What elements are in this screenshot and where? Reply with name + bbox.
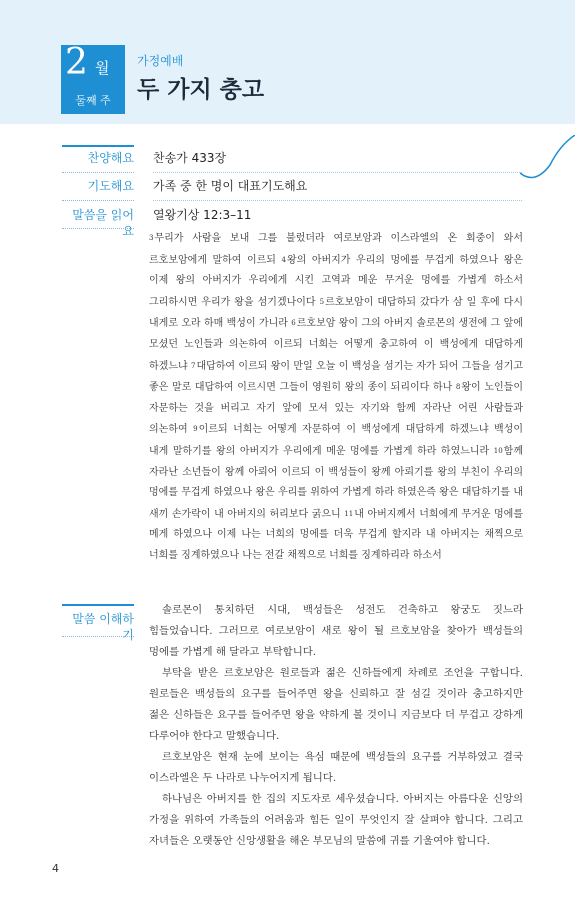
understanding-paragraph: 하나님은 아버지를 한 집의 지도자로 세우셨습니다. 아버지는 아름다운 신앙의 가정을 위하여 가족들의 어려움과 힘든 일이 무엇인지 잘 살펴야 합니다. 그리고 자녀들은 오랫동안 신앙생활을 해온 부모님의 말씀에 귀를 기울여야 합니다. [149,793,523,847]
verse-text: 이르되 너희는 어떻게 자문하여 이 백성에게 대답하게 하겠느냐 백성이 내게 말하기를 왕의 아버지가 우리에게 메운 멍에를 가볍게 하라 하였느니라 [149,424,523,457]
reading-label: 말씀을 읽어요 [72,208,134,238]
verse-text: 무리가 사람을 보내 그를 불렀더라 여로보암과 이스라엘의 온 회중이 와서 르호보암에게 말하여 이르되 [149,233,523,266]
verse-number: 6 [291,319,296,328]
page-subtitle: 가정예배 [137,54,184,68]
verse-number: 5 [319,297,325,306]
verse-text: 왕이 노인들이 자문하는 것을 버리고 자기 앞에 모셔 있는 자기와 함께 자라난 어린 사람들과 의논하여 [149,382,523,436]
verse-text: 내 아버지께서 너희에게 무거운 멍에를 메게 하였으나 이제 나는 너희의 멍에를 더욱 무겁게 할지라 내 아버지는 채찍으로 너희를 징계하였으나 나는 전갈 채찍으로 너희를 징계하리라 하소서 [149,508,523,561]
verse-number: 4 [281,255,286,264]
month-number: 2 [65,42,88,83]
verse-number: 10 [493,446,503,455]
divider [62,228,134,229]
understanding-label: 말씀 이해하기 [72,612,134,642]
scripture-passage [149,228,523,567]
verse-text: 르호보암 왕이 그의 아버지 솔로몬의 생전에 그 앞에 모셨던 노인들과 의논하여 이르되 너희는 어떻게 충고하여 이 백성에게 대답하게 하겠느냐 [149,318,523,372]
reading-reference: 열왕기상 12:3–11 [153,208,252,222]
month-badge [61,42,125,114]
verse-number: 3 [149,234,154,242]
understanding-text [149,600,523,852]
page-title: 두 가지 충고 [137,77,265,103]
divider [62,200,134,201]
verse-text: 르호보암이 대답하되 갔다가 삼 일 후에 다시 내게로 오라 하매 백성이 가니라 [149,296,523,330]
section-top-border [62,145,134,147]
page-number: 4 [52,862,59,875]
understanding-paragraph: 솔로몬이 통치하던 시대, 백성들은 성전도 건축하고 왕궁도 짓느라 힘들었습니다. 그러므로 여로보암이 새로 왕이 될 르호보암을 찾아가 백성들의 멍에를 가볍게 해 달라고 부탁합니다. [149,604,523,658]
divider [62,172,134,173]
verse-text: 대답하여 이르되 왕이 만일 오늘 이 백성을 섬기는 자가 되어 그들을 섬기고 좋은 말로 대답하여 이르시면 그들이 영원히 왕의 종이 되리이다 하나 [149,360,523,394]
verse-number: 11 [344,509,354,518]
praise-text: 찬송가 433장 [153,151,227,165]
month-unit: 월 [95,59,110,77]
verse-number: 8 [455,383,461,392]
week-label: 둘째 주 [75,94,111,107]
prayer-label: 기도해요 [87,179,134,193]
praise-label: 찬양해요 [87,151,134,165]
verse-number: 7 [190,361,196,370]
prayer-text: 가족 중 한 명이 대표기도해요 [153,179,308,193]
understanding-paragraph: 부탁을 받은 르호보암은 원로들과 젊은 신하들에게 차례로 조언을 구합니다. 원로들은 백성들의 요구를 들어주면 왕을 신뢰하고 잘 섬길 것이라 충고하지만 젊은 신하들은 요구를 들어주면 왕을 약하게 볼 것이니 지금보다 더 무겁고 강하게 다루어야 한다고 말했습니다. [149,667,523,742]
verse-text: 함께 자라난 소년들이 왕께 아뢰어 이르되 이 백성들이 왕께 아뢰기를 왕의 부친이 우리의 멍에를 무겁게 하였으나 왕은 우리를 위하여 가볍게 하라 하였은즉 왕은 대답하기를 내 새끼 손가락이 내 아버지의 허리보다 굵으니 [149,445,523,520]
verse-text: 왕의 아버지가 우리의 멍에를 무겁게 하였으나 왕은 이제 왕의 아버지가 우리에게 시킨 고역과 메운 무거운 멍에를 가볍게 하소서 그리하시면 우리가 왕을 섬기겠나이다 [149,254,523,308]
decorative-curve [520,135,575,205]
understanding-paragraph: 르호보암은 현재 눈에 보이는 욕심 때문에 백성들의 요구를 거부하였고 결국 이스라엘은 두 나라로 나누어지게 됩니다. [149,751,523,784]
divider [153,172,522,173]
divider [153,200,522,201]
verse-number: 9 [193,425,198,434]
